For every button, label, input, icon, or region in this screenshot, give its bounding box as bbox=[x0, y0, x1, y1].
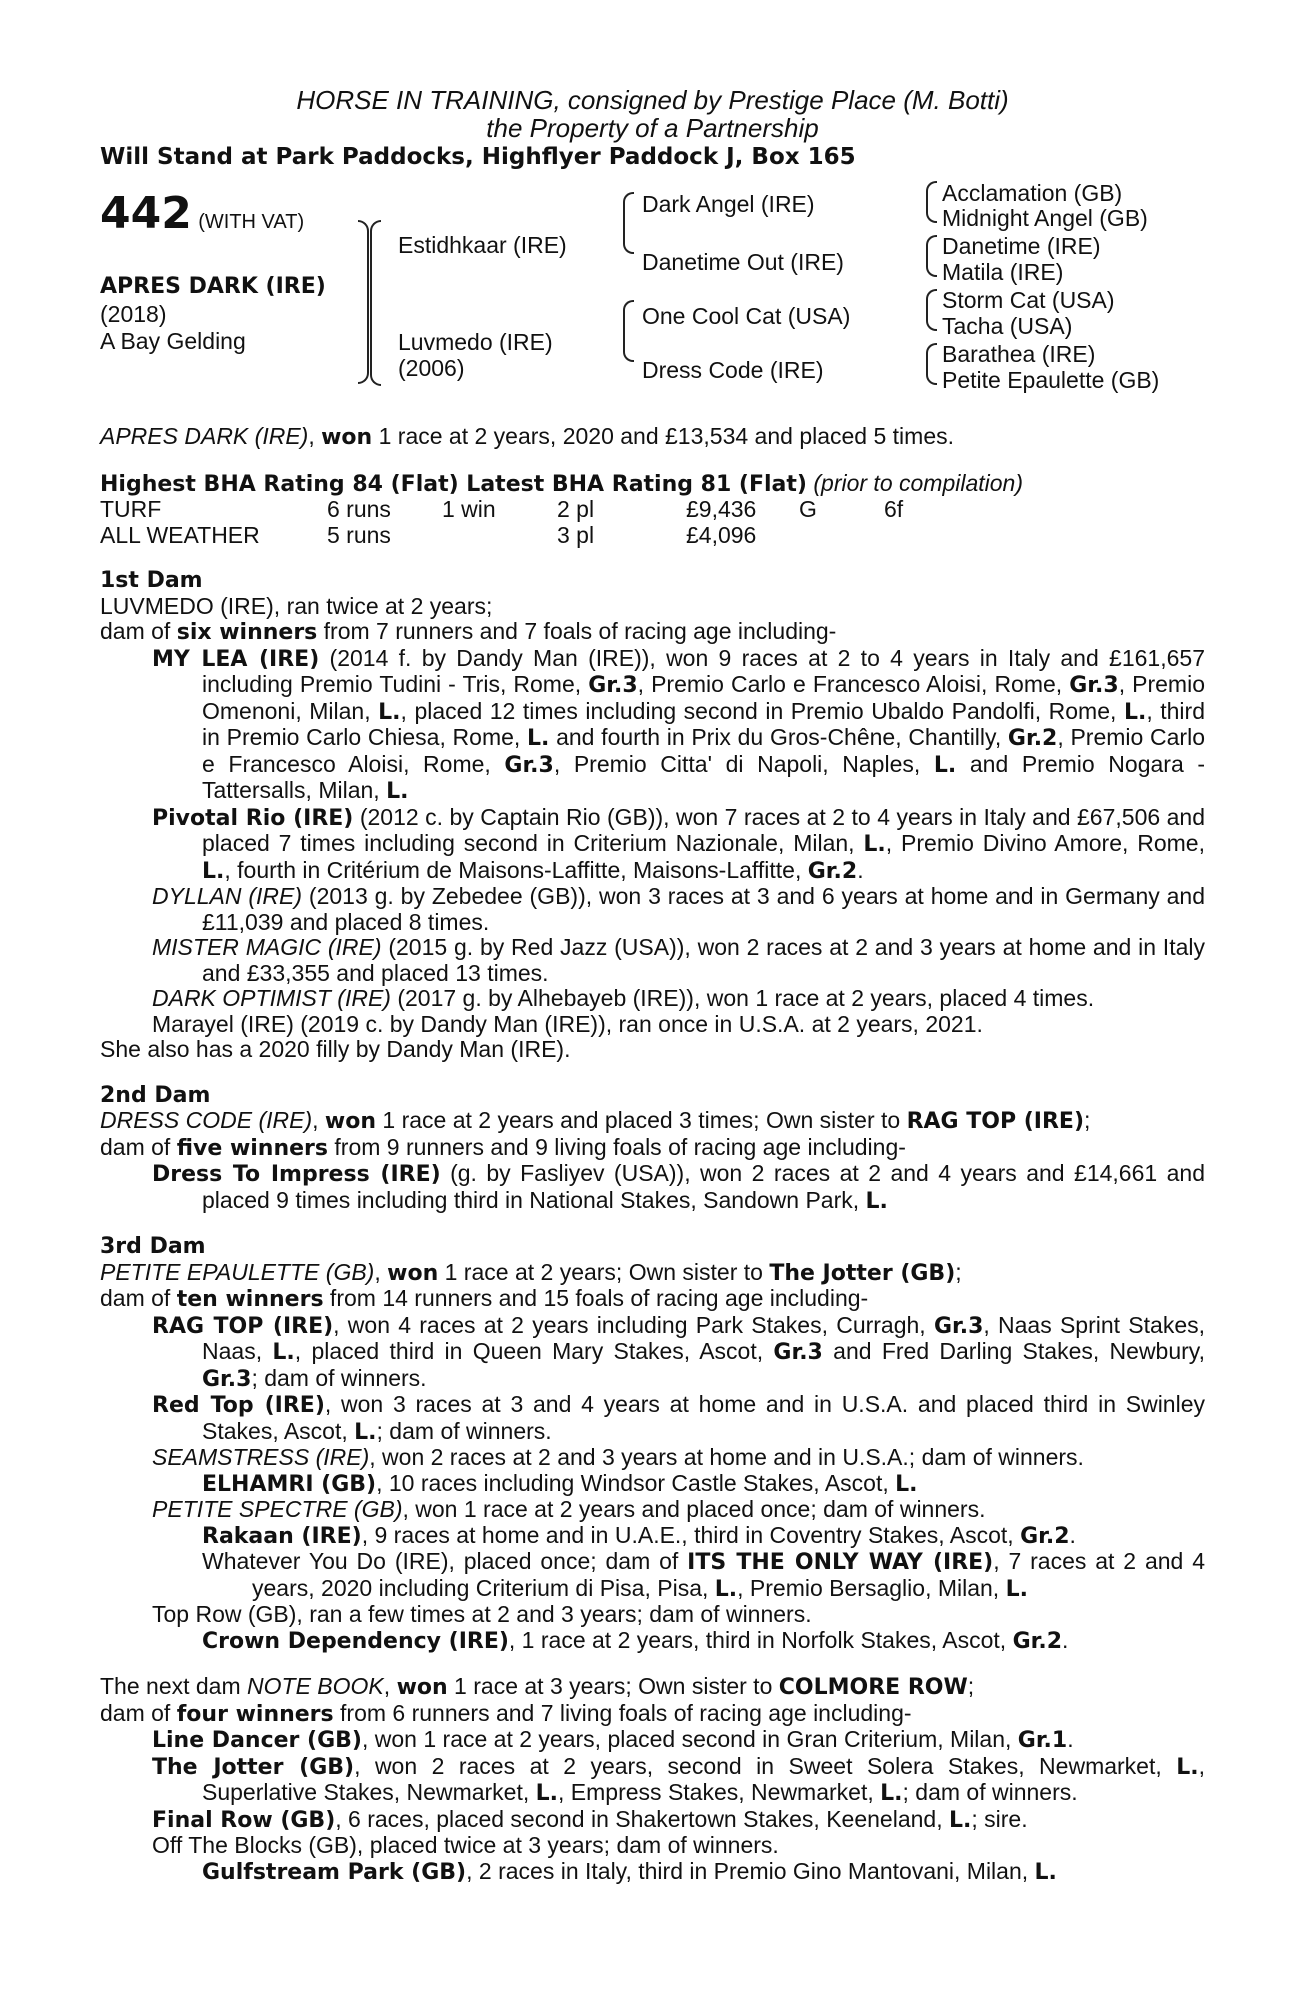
italic-run: DRESS CODE (IRE) bbox=[100, 1107, 313, 1133]
text-run: , bbox=[374, 1258, 388, 1285]
bold-run: L. bbox=[1176, 1754, 1199, 1780]
brace-gg2 bbox=[926, 235, 937, 277]
text-run: ; bbox=[955, 1258, 962, 1285]
bold-run: L. bbox=[535, 1781, 559, 1806]
text-run: from 14 runners and 15 foals of racing age including- bbox=[323, 1285, 869, 1311]
italic-run: PETITE SPECTRE (GB) bbox=[152, 1496, 403, 1522]
text-run: (2014 f. by Dandy Man (IRE)), won 9 races at 2 to 4 years in Italy and £161,657 including Premio Tudini - Tris, Rome, bbox=[202, 644, 1205, 697]
bold-run: L. bbox=[354, 1419, 377, 1445]
progeny-entry bbox=[100, 1628, 1205, 1655]
italic-run: DYLLAN (IRE) bbox=[152, 883, 303, 909]
second-dam-line2 bbox=[100, 1135, 1205, 1162]
text-run: , Premio Citta' di Napoli, Naples, bbox=[553, 750, 934, 777]
first-dam-title: 1st Dam bbox=[100, 568, 203, 593]
gg-dds: Barathea (IRE) bbox=[942, 341, 1096, 367]
dam-dam: Dress Code (IRE) bbox=[642, 357, 824, 383]
brace-main-bottom bbox=[358, 300, 369, 384]
bold-run: ten winners bbox=[176, 1287, 324, 1312]
rating-note: (prior to compilation) bbox=[813, 469, 1024, 496]
progeny-entry bbox=[100, 805, 1205, 885]
text-run: , Premio Bersaglio, Milan, bbox=[737, 1574, 1006, 1601]
property-line: the Property of a Partnership bbox=[486, 113, 819, 143]
text-run: (g. by Fasliyev (USA)), won 2 races at 2 and 4 years and £14,661 and placed 9 times including third in National Stakes, Sandown Park, bbox=[202, 1160, 1205, 1213]
bold-run: L. bbox=[272, 1340, 295, 1365]
text-run: , placed third in Queen Mary Stakes, Ascot, bbox=[294, 1338, 774, 1364]
progeny-entry bbox=[100, 1807, 1205, 1834]
rating-line bbox=[100, 471, 1205, 498]
pedigree-block bbox=[100, 180, 1205, 420]
winners-count: six winners bbox=[176, 620, 318, 645]
progeny-entry bbox=[100, 1727, 1205, 1754]
next-dam-section bbox=[100, 1674, 1205, 1885]
bold-run: Gr.1 bbox=[1017, 1728, 1068, 1753]
text-run: , third in Premio Carlo Chiesa, Rome, bbox=[202, 697, 1205, 750]
gg-dsd: Tacha (USA) bbox=[942, 313, 1073, 339]
text-run: ; bbox=[1084, 1107, 1091, 1133]
rating-cell: 3 pl bbox=[557, 521, 595, 548]
text-run: dam of bbox=[100, 1133, 177, 1160]
gg-sds: Danetime (IRE) bbox=[942, 233, 1101, 259]
bold-run: Gr.3 bbox=[588, 673, 638, 698]
rating-cell: 1 win bbox=[442, 496, 496, 522]
gg-sdd: Matila (IRE) bbox=[942, 259, 1064, 285]
text-run: . bbox=[857, 856, 864, 883]
text-run: The next dam bbox=[100, 1673, 248, 1699]
bold-run: L. bbox=[386, 779, 409, 804]
text-run: and Fred Darling Stakes, Newbury, bbox=[822, 1338, 1205, 1364]
vat-note: (WITH VAT) bbox=[198, 211, 305, 233]
sire-sire: Dark Angel (IRE) bbox=[642, 191, 815, 217]
brace-gg1 bbox=[926, 181, 937, 223]
progeny-entry bbox=[100, 1471, 1205, 1498]
bold-run: Gulfstream Park (GB) bbox=[202, 1859, 467, 1885]
bold-run: L. bbox=[714, 1576, 738, 1602]
bold-run: won bbox=[387, 1260, 439, 1286]
italic-run: PETITE EPAULETTE (GB) bbox=[100, 1258, 375, 1285]
catalogue-page bbox=[100, 86, 1205, 1885]
text-run: ; dam of winners. bbox=[251, 1364, 427, 1391]
second-dam-title: 2nd Dam bbox=[100, 1082, 211, 1108]
text-run: 1 race at 2 years; Own sister to bbox=[438, 1258, 770, 1285]
second-dam-section bbox=[100, 1083, 1205, 1215]
progeny-entry bbox=[100, 1445, 1205, 1471]
progeny-entry bbox=[100, 986, 1205, 1012]
text-run: , bbox=[383, 1673, 397, 1699]
text-run: , Premio Carlo e Francesco Aloisi, Rome, bbox=[202, 724, 1205, 777]
progeny-entry bbox=[100, 935, 1205, 986]
gg-dss: Storm Cat (USA) bbox=[942, 287, 1115, 313]
progeny-entry bbox=[100, 1754, 1205, 1807]
progeny-entry bbox=[100, 884, 1205, 935]
bold-run: L. bbox=[1123, 699, 1147, 725]
bold-run: L. bbox=[863, 832, 886, 857]
dam-sire: One Cool Cat (USA) bbox=[642, 303, 851, 329]
bold-run: Gr.3 bbox=[773, 1340, 823, 1365]
text-run: (2015 g. by Red Jazz (USA)), won 2 races at 2 and 3 years at home and in Italy and £33,355 and placed 13 times. bbox=[202, 934, 1205, 986]
rating-cell: G bbox=[799, 496, 817, 522]
third-dam-title: 3rd Dam bbox=[100, 1234, 206, 1259]
progeny-entry bbox=[100, 1497, 1205, 1523]
text-run: , Empress Stakes, Newmarket, bbox=[558, 1779, 881, 1805]
summary-won: won bbox=[321, 425, 373, 450]
text-run: , 10 races including Windsor Castle Stakes, Ascot, bbox=[376, 1469, 896, 1496]
first-dam-note: She also has a 2020 filly by Dandy Man (IRE). bbox=[100, 1036, 571, 1062]
rating-cell: £4,096 bbox=[686, 521, 757, 548]
summary-name: APRES DARK (IRE) bbox=[100, 423, 309, 449]
brace-sire bbox=[370, 220, 381, 304]
rating-block bbox=[100, 471, 1205, 549]
rating-cell: 5 runs bbox=[327, 521, 391, 548]
summary-rest: 1 race at 2 years, 2020 and £13,534 and placed 5 times. bbox=[372, 423, 955, 449]
text-run: ; sire. bbox=[971, 1805, 1028, 1832]
rating-cell bbox=[442, 523, 557, 549]
lot-number: 442 bbox=[100, 188, 192, 239]
bold-run: Gr.3 bbox=[1069, 673, 1119, 698]
bold-run: L. bbox=[948, 1807, 972, 1833]
bold-run: Dress To Impress (IRE) bbox=[152, 1162, 441, 1187]
bold-run: won bbox=[396, 1675, 448, 1700]
race-summary: APRES DARK (IRE), won 1 race at 2 years, 2020 and £13,534 and placed 5 times. bbox=[100, 423, 955, 450]
progeny-entry bbox=[100, 1549, 1205, 1602]
horse-year: (2018) bbox=[100, 301, 167, 327]
text-run: (2013 g. by Zebedee (GB)), won 3 races at 3 and 6 years at home and in Germany and £11,039 and placed 8 times. bbox=[202, 883, 1205, 935]
progeny-entry bbox=[100, 1859, 1205, 1886]
brace-gg4 bbox=[926, 343, 937, 385]
third-dam-line2 bbox=[100, 1286, 1205, 1313]
text-run: , 1 race at 2 years, third in Norfolk Stakes, Ascot, bbox=[508, 1626, 1013, 1653]
text-run: Whatever You Do (IRE), placed once; dam of bbox=[202, 1548, 688, 1574]
bold-run: L. bbox=[378, 699, 401, 725]
text-run: ; dam of winners. bbox=[902, 1779, 1078, 1805]
bold-run: The Jotter (GB) bbox=[152, 1754, 355, 1780]
bold-run: L. bbox=[895, 1471, 918, 1497]
bold-run: ITS THE ONLY WAY (IRE) bbox=[687, 1550, 994, 1575]
italic-run: MISTER MAGIC (IRE) bbox=[152, 934, 382, 960]
bold-run: Gr.3 bbox=[933, 1313, 984, 1339]
bold-run: L. bbox=[527, 726, 550, 751]
rating-bold: Highest BHA Rating 84 (Flat) Latest BHA Rating 81 (Flat) bbox=[100, 471, 807, 497]
bold-run: Line Dancer (GB) bbox=[152, 1728, 362, 1753]
bold-run: Gr.3 bbox=[504, 752, 554, 778]
bold-run: L. bbox=[865, 1188, 888, 1214]
bold-run: Final Row (GB) bbox=[152, 1807, 336, 1833]
first-dam-line1: LUVMEDO (IRE), ran twice at 2 years; bbox=[100, 592, 493, 619]
text-run: 1 race at 3 years; Own sister to bbox=[447, 1673, 779, 1699]
text-run: , 9 races at home and in U.A.E., third in Coventry Stakes, Ascot, bbox=[361, 1521, 1021, 1548]
text-span: from 7 runners and 7 foals of racing age including- bbox=[317, 618, 837, 644]
horse-description: A Bay Gelding bbox=[100, 328, 246, 354]
text-run: . bbox=[1067, 1726, 1074, 1752]
text-run: dam of bbox=[100, 1285, 177, 1311]
rating-cell: 6 runs bbox=[327, 496, 391, 522]
text-run: , 6 races, placed second in Shakertown Stakes, Keeneland, bbox=[335, 1805, 949, 1832]
gg-sss: Acclamation (GB) bbox=[942, 180, 1123, 206]
text-run: , won 2 races at 2 years, second in Sweet Solera Stakes, Newmarket, bbox=[354, 1752, 1177, 1779]
sire-name: Estidhkaar (IRE) bbox=[398, 232, 567, 258]
bold-run: RAG TOP (IRE) bbox=[152, 1313, 334, 1339]
consignor-line: HORSE IN TRAINING, consigned by Prestige Place (M. Botti) bbox=[296, 85, 1009, 115]
bold-run: COLMORE ROW bbox=[778, 1675, 968, 1700]
text-run: , Premio Carlo e Francesco Aloisi, Rome, bbox=[637, 671, 1070, 697]
brace-dam bbox=[370, 302, 381, 386]
text-run: from 9 runners and 9 living foals of racing age including- bbox=[328, 1133, 906, 1160]
stand-line: Will Stand at Park Paddocks, Highflyer Paddock J, Box 165 bbox=[100, 144, 856, 170]
progeny-entry: Marayel (IRE) (2019 c. by Dandy Man (IRE)), ran once in U.S.A. at 2 years, 2021. bbox=[152, 1010, 983, 1037]
rating-cell: TURF bbox=[100, 496, 162, 522]
text-run: , Premio Divino Amore, Rome, bbox=[885, 830, 1205, 856]
gg-ssd: Midnight Angel (GB) bbox=[942, 205, 1148, 231]
text-run: ; dam of winners. bbox=[376, 1417, 552, 1444]
bold-run: MY LEA (IRE) bbox=[152, 646, 320, 672]
progeny-entry bbox=[100, 1523, 1205, 1550]
bold-run: L. bbox=[1034, 1859, 1057, 1885]
bold-run: L. bbox=[933, 752, 957, 778]
bold-run: Crown Dependency (IRE) bbox=[202, 1628, 509, 1654]
third-dam-line1 bbox=[100, 1260, 1205, 1287]
bold-run: five winners bbox=[176, 1135, 329, 1161]
text-run: , won 1 race at 2 years and placed once; dam of winners. bbox=[402, 1496, 986, 1522]
progeny-entry bbox=[100, 1161, 1205, 1214]
bold-run: Red Top (IRE) bbox=[152, 1393, 325, 1418]
text-run: ; bbox=[967, 1673, 975, 1699]
text-run: , won 2 races at 2 and 3 years at home and in U.S.A.; dam of winners. bbox=[369, 1444, 1084, 1470]
first-dam-section bbox=[100, 568, 1205, 1063]
progeny-entry: Off The Blocks (GB), placed twice at 3 years; dam of winners. bbox=[152, 1832, 779, 1858]
bold-run: Gr.2 bbox=[1012, 1628, 1063, 1654]
text-run: and Premio Nogara - Tattersalls, Milan, bbox=[202, 750, 1205, 803]
brace-sire-line bbox=[623, 192, 634, 254]
text-run: , won 1 race at 2 years, placed second in Gran Criterium, Milan, bbox=[361, 1726, 1018, 1752]
bold-run: L. bbox=[202, 858, 225, 884]
gg-ddd: Petite Epaulette (GB) bbox=[942, 367, 1160, 393]
lot-number-row bbox=[100, 190, 304, 238]
bold-run: Gr.3 bbox=[202, 1366, 252, 1392]
bold-run: ELHAMRI (GB) bbox=[202, 1471, 377, 1497]
bold-run: Rakaan (IRE) bbox=[202, 1523, 362, 1549]
rating-cell: 2 pl bbox=[557, 496, 595, 522]
text-run: 1 race at 2 years and placed 3 times; Own sister to bbox=[376, 1107, 907, 1133]
progeny-entry: Top Row (GB), ran a few times at 2 and 3 years; dam of winners. bbox=[152, 1601, 812, 1627]
rating-cell: £9,436 bbox=[686, 496, 757, 522]
bold-run: Pivotal Rio (IRE) bbox=[152, 805, 354, 831]
next-dam-line1 bbox=[100, 1674, 1205, 1701]
rating-cell bbox=[884, 523, 984, 549]
bold-run: four winners bbox=[176, 1701, 334, 1727]
text-run: (2012 c. by Captain Rio (GB)), won 7 races at 2 to 4 years in Italy and £67,506 and placed 7 times including second in Criterium Nazionale, Milan, bbox=[202, 803, 1205, 856]
bold-run: L. bbox=[1005, 1576, 1028, 1602]
rating-cell bbox=[799, 523, 884, 549]
text-run: . bbox=[1062, 1626, 1069, 1653]
text-span: dam of bbox=[100, 618, 177, 644]
progeny-entry bbox=[100, 646, 1205, 805]
bold-run: The Jotter (GB) bbox=[769, 1260, 956, 1286]
dam-name: Luvmedo (IRE) bbox=[398, 329, 553, 355]
rating-table bbox=[100, 497, 1205, 548]
italic-run: DARK OPTIMIST (IRE) bbox=[152, 985, 391, 1011]
text-run: , won 3 races at 3 and 4 years at home and in U.S.A. and placed third in Swinley Stakes, Ascot, bbox=[202, 1391, 1205, 1444]
text-run: dam of bbox=[100, 1699, 177, 1726]
text-run: , fourth in Critérium de Maisons-Laffitte, Maisons-Laffitte, bbox=[224, 856, 808, 883]
text-run: , Premio Omenoni, Milan, bbox=[202, 671, 1205, 724]
bold-run: Gr.2 bbox=[1020, 1523, 1070, 1549]
bold-run: Gr.2 bbox=[807, 858, 858, 884]
text-run: and fourth in Prix du Gros-Chêne, Chantilly, bbox=[549, 724, 1008, 750]
brace-main-top bbox=[358, 220, 369, 302]
italic-run: NOTE BOOK bbox=[247, 1673, 384, 1699]
text-run: , Superlative Stakes, Newmarket, bbox=[202, 1752, 1205, 1805]
text-run: , 2 races in Italy, third in Premio Gino Mantovani, Milan, bbox=[466, 1857, 1035, 1884]
text-run: , bbox=[312, 1107, 325, 1133]
bold-run: L. bbox=[880, 1781, 903, 1806]
third-dam-section bbox=[100, 1234, 1205, 1654]
rating-cell: ALL WEATHER bbox=[100, 521, 260, 548]
brace-dam-line bbox=[623, 300, 634, 362]
first-dam-line2 bbox=[100, 619, 1205, 646]
rating-cell: 6f bbox=[884, 496, 904, 522]
progeny-entry bbox=[100, 1313, 1205, 1393]
text-run: , won 4 races at 2 years including Park Stakes, Curragh, bbox=[333, 1311, 934, 1338]
brace-gg3 bbox=[926, 289, 937, 331]
italic-run: SEAMSTRESS (IRE) bbox=[152, 1444, 370, 1470]
horse-name: APRES DARK (IRE) bbox=[100, 274, 326, 299]
text-run: , placed 12 times including second in Premio Ubaldo Pandolfi, Rome, bbox=[400, 697, 1124, 724]
second-dam-line1 bbox=[100, 1108, 1205, 1135]
sire-dam: Danetime Out (IRE) bbox=[642, 249, 844, 275]
progeny-entry bbox=[100, 1392, 1205, 1445]
text-run: from 6 runners and 7 living foals of racing age including- bbox=[333, 1699, 912, 1726]
text-run: , 7 races at 2 and 4 years, 2020 including Criterium di Pisa, Pisa, bbox=[252, 1548, 1205, 1601]
dam-year: (2006) bbox=[398, 355, 465, 381]
next-dam-line2 bbox=[100, 1701, 1205, 1728]
text-run: . bbox=[1069, 1521, 1076, 1548]
text-run: , Naas Sprint Stakes, Naas, bbox=[202, 1311, 1205, 1364]
bold-run: RAG TOP (IRE) bbox=[906, 1109, 1085, 1134]
text-run: (2017 g. by Alhebayeb (IRE)), won 1 race at 2 years, placed 4 times. bbox=[390, 985, 1095, 1011]
bold-run: Gr.2 bbox=[1007, 726, 1058, 751]
bold-run: won bbox=[324, 1109, 377, 1134]
